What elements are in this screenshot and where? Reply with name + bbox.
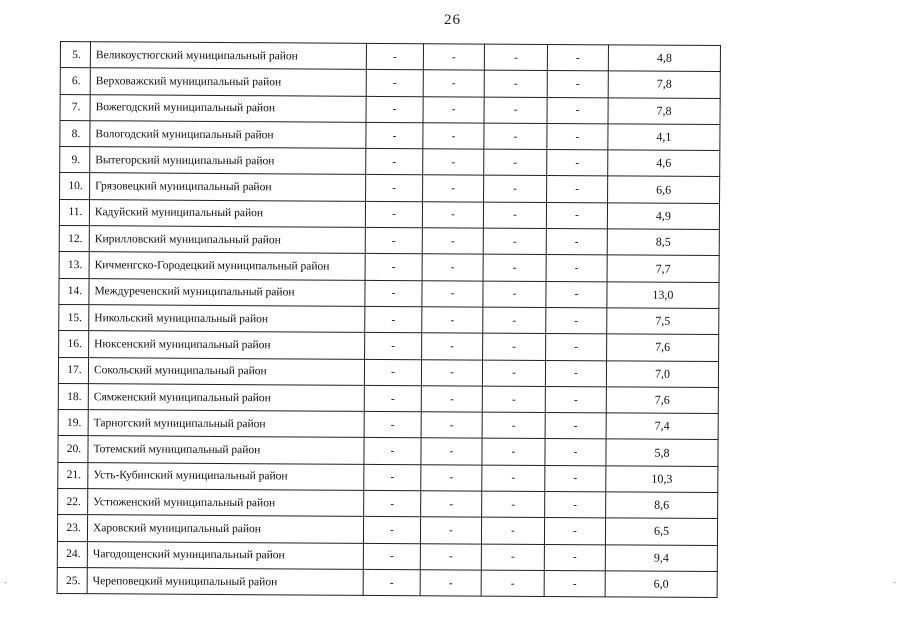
- district-name: Сямженский муниципальный район: [88, 384, 364, 412]
- col-1-value: -: [364, 412, 421, 439]
- col-2-value: -: [420, 517, 481, 544]
- col-2-value: -: [422, 254, 483, 281]
- table-row: [57, 541, 717, 571]
- table-row: [60, 147, 720, 177]
- col-2-value: -: [423, 123, 484, 150]
- col-1-value: -: [366, 70, 423, 97]
- indicator-value: 6,5: [605, 518, 717, 545]
- indicator-value: 7,6: [607, 334, 719, 361]
- row-number: 11.: [59, 199, 89, 225]
- table-row: [57, 567, 717, 597]
- row-number: 10.: [60, 173, 90, 199]
- row-number: 5.: [60, 42, 90, 68]
- indicator-value: 4,8: [608, 45, 720, 72]
- col-2-value: -: [422, 333, 483, 360]
- table-row: [60, 173, 720, 203]
- col-3-value: -: [483, 307, 546, 334]
- col-3-value: -: [484, 123, 547, 150]
- col-1-value: -: [366, 149, 423, 176]
- district-name: Сокольский муниципальный район: [88, 357, 364, 385]
- district-name: Чагодощенский муниципальный район: [87, 541, 363, 569]
- indicator-value: 7,4: [606, 413, 718, 440]
- district-table: [57, 41, 721, 598]
- col-4-value: -: [546, 229, 607, 256]
- col-3-value: -: [482, 439, 545, 466]
- row-number: 25.: [57, 567, 87, 593]
- right-edge-mark: -: [893, 577, 896, 587]
- col-3-value: -: [481, 517, 544, 544]
- col-2-value: -: [422, 307, 483, 334]
- col-4-value: -: [545, 465, 606, 492]
- col-2-value: -: [422, 228, 483, 255]
- table-row: [58, 357, 718, 387]
- col-2-value: -: [422, 280, 483, 307]
- indicator-value: 7,8: [608, 97, 720, 124]
- row-number: 12.: [59, 226, 89, 252]
- district-name: Вожегодский муниципальный район: [90, 94, 366, 122]
- district-name: Вологодский муниципальный район: [90, 121, 366, 149]
- col-3-value: -: [482, 412, 545, 439]
- col-4-value: -: [545, 439, 606, 466]
- col-1-value: -: [365, 227, 422, 254]
- indicator-value: 6,6: [608, 176, 720, 203]
- col-3-value: -: [484, 176, 547, 203]
- col-3-value: -: [483, 202, 546, 229]
- table-row: [60, 42, 720, 72]
- col-1-value: -: [365, 254, 422, 281]
- district-name: Великоустюгский муниципальный район: [90, 42, 366, 70]
- page-number: 26: [444, 12, 461, 28]
- col-3-value: -: [484, 97, 547, 124]
- col-4-value: -: [545, 360, 606, 387]
- district-name: Череповецкий муниципальный район: [87, 568, 363, 596]
- table-row: [59, 199, 719, 229]
- col-1-value: -: [364, 359, 421, 386]
- district-name: Тарногский муниципальный район: [88, 410, 364, 438]
- district-name: Харовский муниципальный район: [87, 515, 363, 543]
- indicator-value: 4,6: [608, 150, 720, 177]
- indicator-value: 5,8: [606, 439, 718, 466]
- row-number: 23.: [57, 515, 87, 541]
- indicator-value: 10,3: [606, 466, 718, 493]
- col-3-value: -: [481, 570, 544, 597]
- col-3-value: -: [483, 333, 546, 360]
- col-1-value: -: [366, 122, 423, 149]
- table-row: [60, 68, 720, 98]
- col-2-value: -: [423, 175, 484, 202]
- col-4-value: -: [547, 44, 608, 71]
- col-4-value: -: [547, 176, 608, 203]
- district-name: Кирилловский муниципальный район: [89, 226, 365, 254]
- col-2-value: -: [421, 359, 482, 386]
- row-number: 15.: [59, 304, 89, 330]
- row-number: 19.: [58, 410, 88, 436]
- table-row: [58, 489, 718, 519]
- table-row: [59, 226, 719, 256]
- col-1-value: -: [364, 385, 421, 412]
- col-1-value: -: [365, 333, 422, 360]
- col-3-value: -: [482, 491, 545, 518]
- col-1-value: -: [366, 96, 423, 123]
- indicator-value: 6,0: [605, 571, 717, 598]
- col-4-value: -: [545, 413, 606, 440]
- row-number: 20.: [58, 436, 88, 462]
- col-4-value: -: [545, 386, 606, 413]
- col-1-value: -: [365, 201, 422, 228]
- row-number: 14.: [59, 278, 89, 304]
- col-4-value: -: [546, 334, 607, 361]
- col-4-value: -: [544, 518, 605, 545]
- col-2-value: -: [421, 464, 482, 491]
- row-number: 21.: [58, 462, 88, 488]
- indicator-value: 7,6: [606, 387, 718, 414]
- col-1-value: -: [364, 464, 421, 491]
- col-1-value: -: [365, 306, 422, 333]
- indicator-value: 4,9: [607, 203, 719, 230]
- district-name: Междуреченский муниципальный район: [89, 278, 365, 306]
- table-row: [59, 304, 719, 334]
- district-name: Устюженский муниципальный район: [88, 489, 364, 517]
- row-number: 17.: [58, 357, 88, 383]
- indicator-value: 4,1: [608, 124, 720, 151]
- table-row: [59, 278, 719, 308]
- col-3-value: -: [483, 228, 546, 255]
- table-row: [59, 331, 719, 361]
- table-row: [57, 515, 717, 545]
- row-number: 18.: [58, 383, 88, 409]
- col-1-value: -: [363, 543, 420, 570]
- table-row: [60, 94, 720, 124]
- district-name: Верховажский муниципальный район: [90, 68, 366, 96]
- district-name: Грязовецкий муниципальный район: [90, 173, 366, 201]
- col-4-value: -: [547, 71, 608, 98]
- col-1-value: -: [366, 175, 423, 202]
- col-4-value: -: [546, 281, 607, 308]
- table-row: [58, 383, 718, 413]
- table-row: [58, 410, 718, 440]
- district-name: Усть-Кубинский муниципальный район: [88, 462, 364, 490]
- district-name: Кичменгско-Городецкий муниципальный район: [89, 252, 365, 280]
- col-2-value: -: [423, 44, 484, 71]
- table-body: [57, 42, 720, 598]
- col-2-value: -: [421, 491, 482, 518]
- table-row: [60, 120, 720, 150]
- left-edge-mark: -: [4, 577, 7, 587]
- col-1-value: -: [364, 438, 421, 465]
- district-name: Кадуйский муниципальный район: [89, 199, 365, 227]
- table-row: [58, 436, 718, 466]
- row-number: 8.: [60, 120, 90, 146]
- col-4-value: -: [547, 97, 608, 124]
- col-3-value: -: [484, 44, 547, 71]
- indicator-value: 7,5: [607, 308, 719, 335]
- table-row: [59, 252, 719, 282]
- col-3-value: -: [481, 544, 544, 571]
- col-1-value: -: [366, 43, 423, 70]
- col-1-value: -: [363, 517, 420, 544]
- row-number: 22.: [58, 489, 88, 515]
- col-2-value: -: [420, 543, 481, 570]
- col-3-value: -: [482, 386, 545, 413]
- indicator-value: 8,6: [606, 492, 718, 519]
- col-4-value: -: [545, 492, 606, 519]
- indicator-value: 7,7: [607, 255, 719, 282]
- col-2-value: -: [420, 570, 481, 597]
- col-4-value: -: [546, 255, 607, 282]
- col-3-value: -: [483, 281, 546, 308]
- indicator-value: 7,0: [606, 360, 718, 387]
- col-4-value: -: [547, 150, 608, 177]
- col-2-value: -: [422, 201, 483, 228]
- col-3-value: -: [483, 254, 546, 281]
- col-2-value: -: [423, 96, 484, 123]
- row-number: 16.: [59, 331, 89, 357]
- row-number: 24.: [57, 541, 87, 567]
- indicator-value: 8,5: [607, 229, 719, 256]
- col-2-value: -: [423, 70, 484, 97]
- col-2-value: -: [423, 149, 484, 176]
- col-1-value: -: [364, 490, 421, 517]
- col-4-value: -: [546, 202, 607, 229]
- district-name: Вытегорский муниципальный район: [90, 147, 366, 175]
- district-name: Нюксенский муниципальный район: [89, 331, 365, 359]
- col-3-value: -: [484, 70, 547, 97]
- col-2-value: -: [421, 386, 482, 413]
- col-1-value: -: [363, 569, 420, 596]
- row-number: 6.: [60, 68, 90, 94]
- col-4-value: -: [544, 544, 605, 571]
- col-4-value: -: [547, 123, 608, 150]
- row-number: 7.: [60, 94, 90, 120]
- col-2-value: -: [421, 438, 482, 465]
- district-name: Никольский муниципальный район: [89, 305, 365, 333]
- indicator-value: 7,8: [608, 71, 720, 98]
- col-3-value: -: [484, 149, 547, 176]
- row-number: 9.: [60, 147, 90, 173]
- col-1-value: -: [365, 280, 422, 307]
- district-name: Тотемский муниципальный район: [88, 436, 364, 464]
- row-number: 13.: [59, 252, 89, 278]
- indicator-value: 9,4: [605, 544, 717, 571]
- col-3-value: -: [482, 360, 545, 387]
- col-2-value: -: [421, 412, 482, 439]
- col-3-value: -: [482, 465, 545, 492]
- district-table-container: [57, 41, 720, 598]
- indicator-value: 13,0: [607, 282, 719, 309]
- col-4-value: -: [546, 307, 607, 334]
- table-row: [58, 462, 718, 492]
- col-4-value: -: [544, 570, 605, 597]
